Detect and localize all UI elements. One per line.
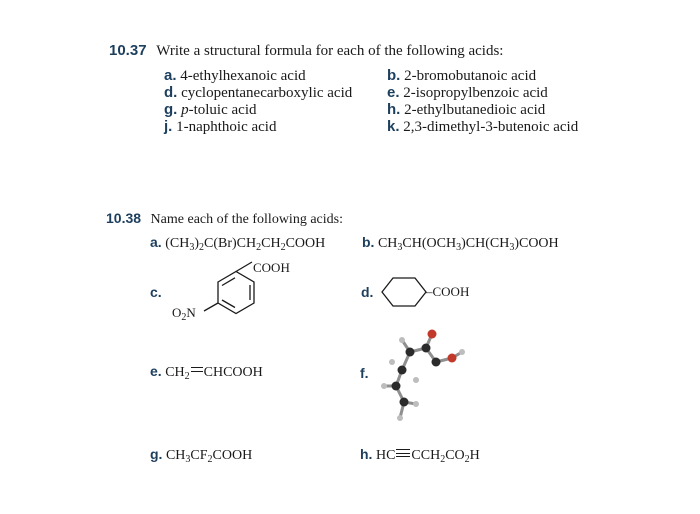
item-38e [150,363,263,382]
item-letter: b. [387,67,401,84]
item-k [387,118,578,136]
item-e [387,84,548,102]
problem-10-38-header [106,210,343,228]
item-letter: a. [164,67,177,84]
item-letter: d. [164,84,178,101]
item-text: 2,3-dimethyl-3-butenoic acid [403,119,579,135]
item-text: 2-bromobutanoic acid [404,68,537,84]
formula-b: $CH_3CH(OCH_3)CH(CH_3)COOH$ [377,236,559,253]
item-text: -toluic acid [188,102,257,118]
item-38h [360,446,480,465]
formula-a: $(CH_3)_2C(Br)CH_2CH_2COOH$ [165,236,326,253]
problem-prompt: Write a structural formula for each of the following acids: [156,43,504,59]
item-letter: g. [150,446,163,462]
item-letter: c. [150,284,162,300]
item-text: 4-ethylhexanoic acid [180,68,306,84]
cyclohexane-structure [370,270,430,318]
o2n-label: $O_2N$ [172,305,196,323]
item-letter: e. [150,363,162,379]
formula-e: $CH_2$ CHCOOH [165,365,263,382]
item-letter: g. [164,101,178,118]
problem-prompt: Name each of the following acids: [150,212,343,227]
item-letter: j. [164,118,173,135]
cooh-label: COOH [253,260,290,275]
problem-number: 10.38 [106,210,142,226]
item-text: 1-naphthoic acid [176,119,277,135]
item-text: 2-ethylbutanedioic acid [404,102,546,118]
item-h [387,101,545,119]
item-b [387,67,536,85]
formula-g: $CH_3CF_2COOH$ [165,448,253,465]
cooh-label: –COOH [426,284,470,299]
double-bond-icon [190,365,204,375]
item-letter: d. [361,284,374,300]
item-text: 2-isopropylbenzoic acid [403,85,548,101]
item-38b [362,234,559,253]
item-38g [150,446,252,465]
item-letter: h. [387,101,401,118]
item-letter: h. [360,446,373,462]
item-g [164,101,256,119]
item-letter: k. [387,118,400,135]
item-letter: a. [150,234,162,250]
item-letter: e. [387,84,400,101]
item-letter: f. [360,365,369,381]
item-d [164,84,352,102]
triple-bond-icon [395,448,411,458]
ball-stick-model [372,322,472,427]
formula-h: HC $CCH_2CO_2H$ [375,448,480,465]
item-j [164,118,276,136]
item-text: cyclopentanecarboxylic acid [181,85,353,101]
item-prefix: p [181,102,189,118]
item-38a [150,234,325,253]
item-a [164,67,306,85]
item-letter: b. [362,234,375,250]
problem-10-37-header [109,42,503,60]
problem-number: 10.37 [109,42,147,59]
